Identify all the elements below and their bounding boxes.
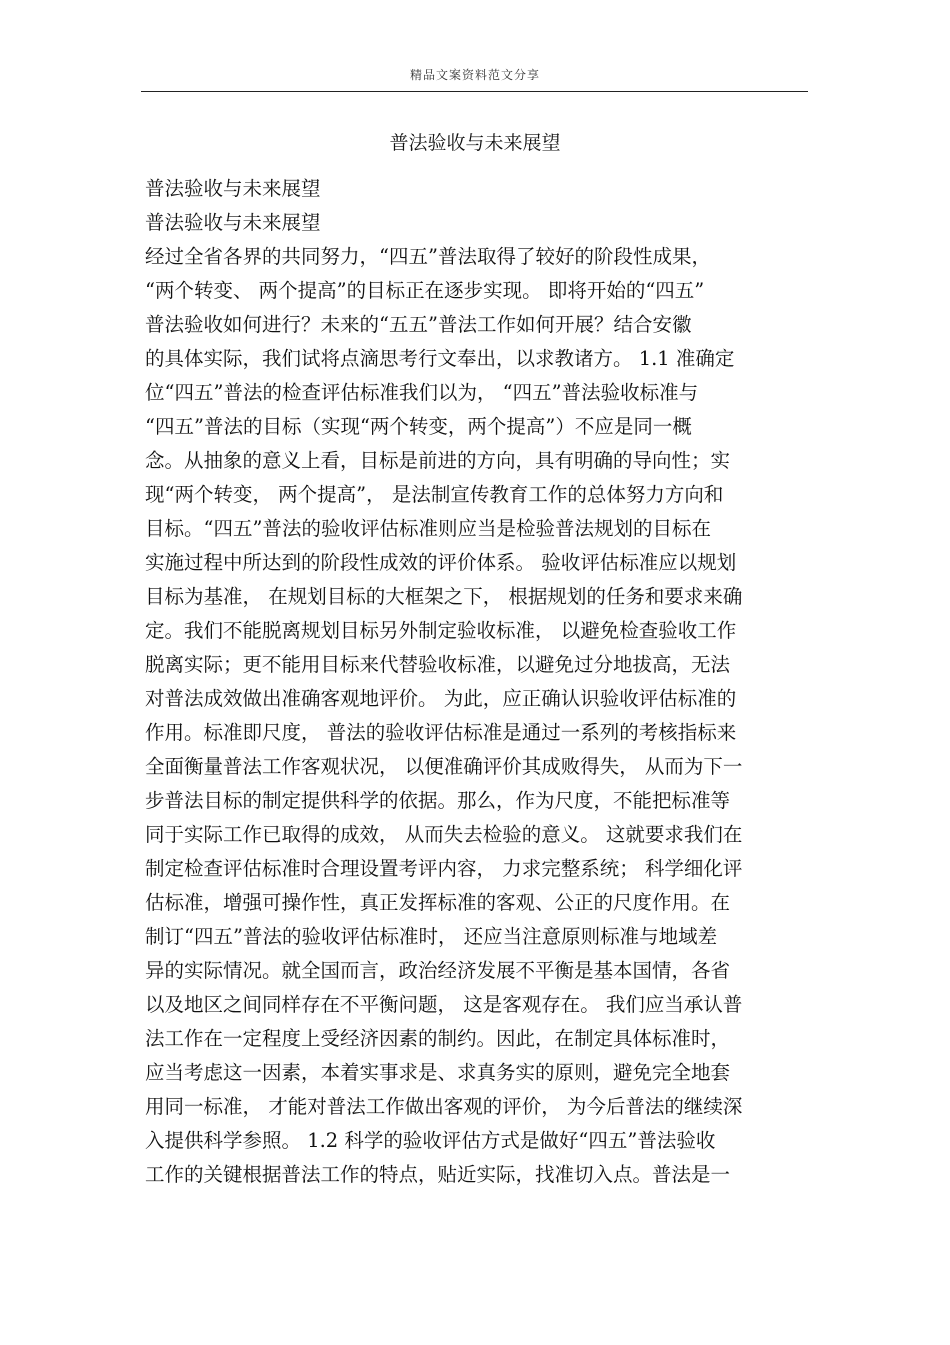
text-line: 作用。标准即尺度， 普法的验收评估标准是通过一系列的考核指标来 — [145, 721, 737, 744]
text-line: 估标准，增强可操作性，真正发挥标准的客观、公正的尺度作用。在 — [145, 891, 731, 914]
text-line: 对普法成效做出准确客观地评价。 为此，应正确认识验收评估标准的 — [145, 687, 737, 710]
body-text — [145, 172, 810, 1192]
text-line: 经过全省各界的共同努力，“四五”普法取得了较好的阶段性成果， — [145, 245, 711, 268]
text-line: 同于实际工作已取得的成效， 从而失去检验的意义。 这就要求我们在 — [145, 823, 743, 846]
text-line: 普法验收如何进行？未来的“五五”普法工作如何开展？结合安徽 — [145, 313, 692, 336]
header-divider — [141, 91, 808, 92]
text-line: 步普法目标的制定提供科学的依据。那么，作为尺度，不能把标准等 — [145, 789, 731, 812]
document-title: 普法验收与未来展望 — [389, 132, 561, 154]
text-line: 应当考虑这一因素，本着实事求是、求真务实的原则，避免完全地套 — [145, 1061, 731, 1084]
text-line: 以及地区之间同样存在不平衡问题， 这是客观存在。 我们应当承认普 — [145, 993, 743, 1016]
text-line: 目标为基准， 在规划目标的大框架之下， 根据规划的任务和要求来确 — [145, 585, 743, 608]
text-line: 制定检查评估标准时合理设置考评内容， 力求完整系统； 科学细化评 — [145, 857, 743, 880]
text-line: “两个转变、 两个提高”的目标正在逐步实现。 即将开始的“四五” — [145, 279, 705, 302]
text-line: “四五”普法的目标（实现“两个转变，两个提高”）不应是同一概 — [145, 415, 692, 438]
text-line: 念。从抽象的意义上看，目标是前进的方向，具有明确的导向性；实 — [145, 449, 731, 472]
text-line: 脱离实际；更不能用目标来代替验收标准，以避免过分地拔高，无法 — [145, 653, 731, 676]
text-line: 用同一标准， 才能对普法工作做出客观的评价， 为今后普法的继续深 — [145, 1095, 743, 1118]
page-header: 精品文案资料范文分享 — [409, 68, 540, 82]
text-line: 的具体实际，我们试将点滴思考行文奉出，以求教诸方。 1.1 准确定 — [145, 347, 735, 370]
text-line: 全面衡量普法工作客观状况， 以便准确评价其成败得失， 从而为下一 — [145, 755, 743, 778]
text-line: 现“两个转变， 两个提高”， 是法制宣传教育工作的总体努力方向和 — [145, 483, 724, 506]
text-line: 目标。“四五”普法的验收评估标准则应当是检验普法规划的目标在 — [145, 517, 711, 540]
text-line: 入提供科学参照。 1.2 科学的验收评估方式是做好“四五”普法验收 — [145, 1129, 716, 1152]
text-line: 法工作在一定程度上受经济因素的制约。因此，在制定具体标准时， — [145, 1027, 731, 1050]
text-line: 普法验收与未来展望 — [145, 177, 321, 200]
text-line: 工作的关键根据普法工作的特点，贴近实际，找准切入点。普法是一 — [145, 1163, 731, 1186]
text-line: 实施过程中所达到的阶段性成效的评价体系。 验收评估标准应以规划 — [145, 551, 737, 574]
text-line: 异的实际情况。就全国而言，政治经济发展不平衡是基本国情，各省 — [145, 959, 731, 982]
text-line: 定。我们不能脱离规划目标另外制定验收标准， 以避免检查验收工作 — [145, 619, 737, 642]
text-line: 位“四五”普法的检查评估标准我们以为， “四五”普法验收标准与 — [145, 381, 699, 404]
text-line: 普法验收与未来展望 — [145, 211, 321, 234]
text-line: 制订“四五”普法的验收评估标准时， 还应当注意原则标准与地域差 — [145, 925, 718, 948]
